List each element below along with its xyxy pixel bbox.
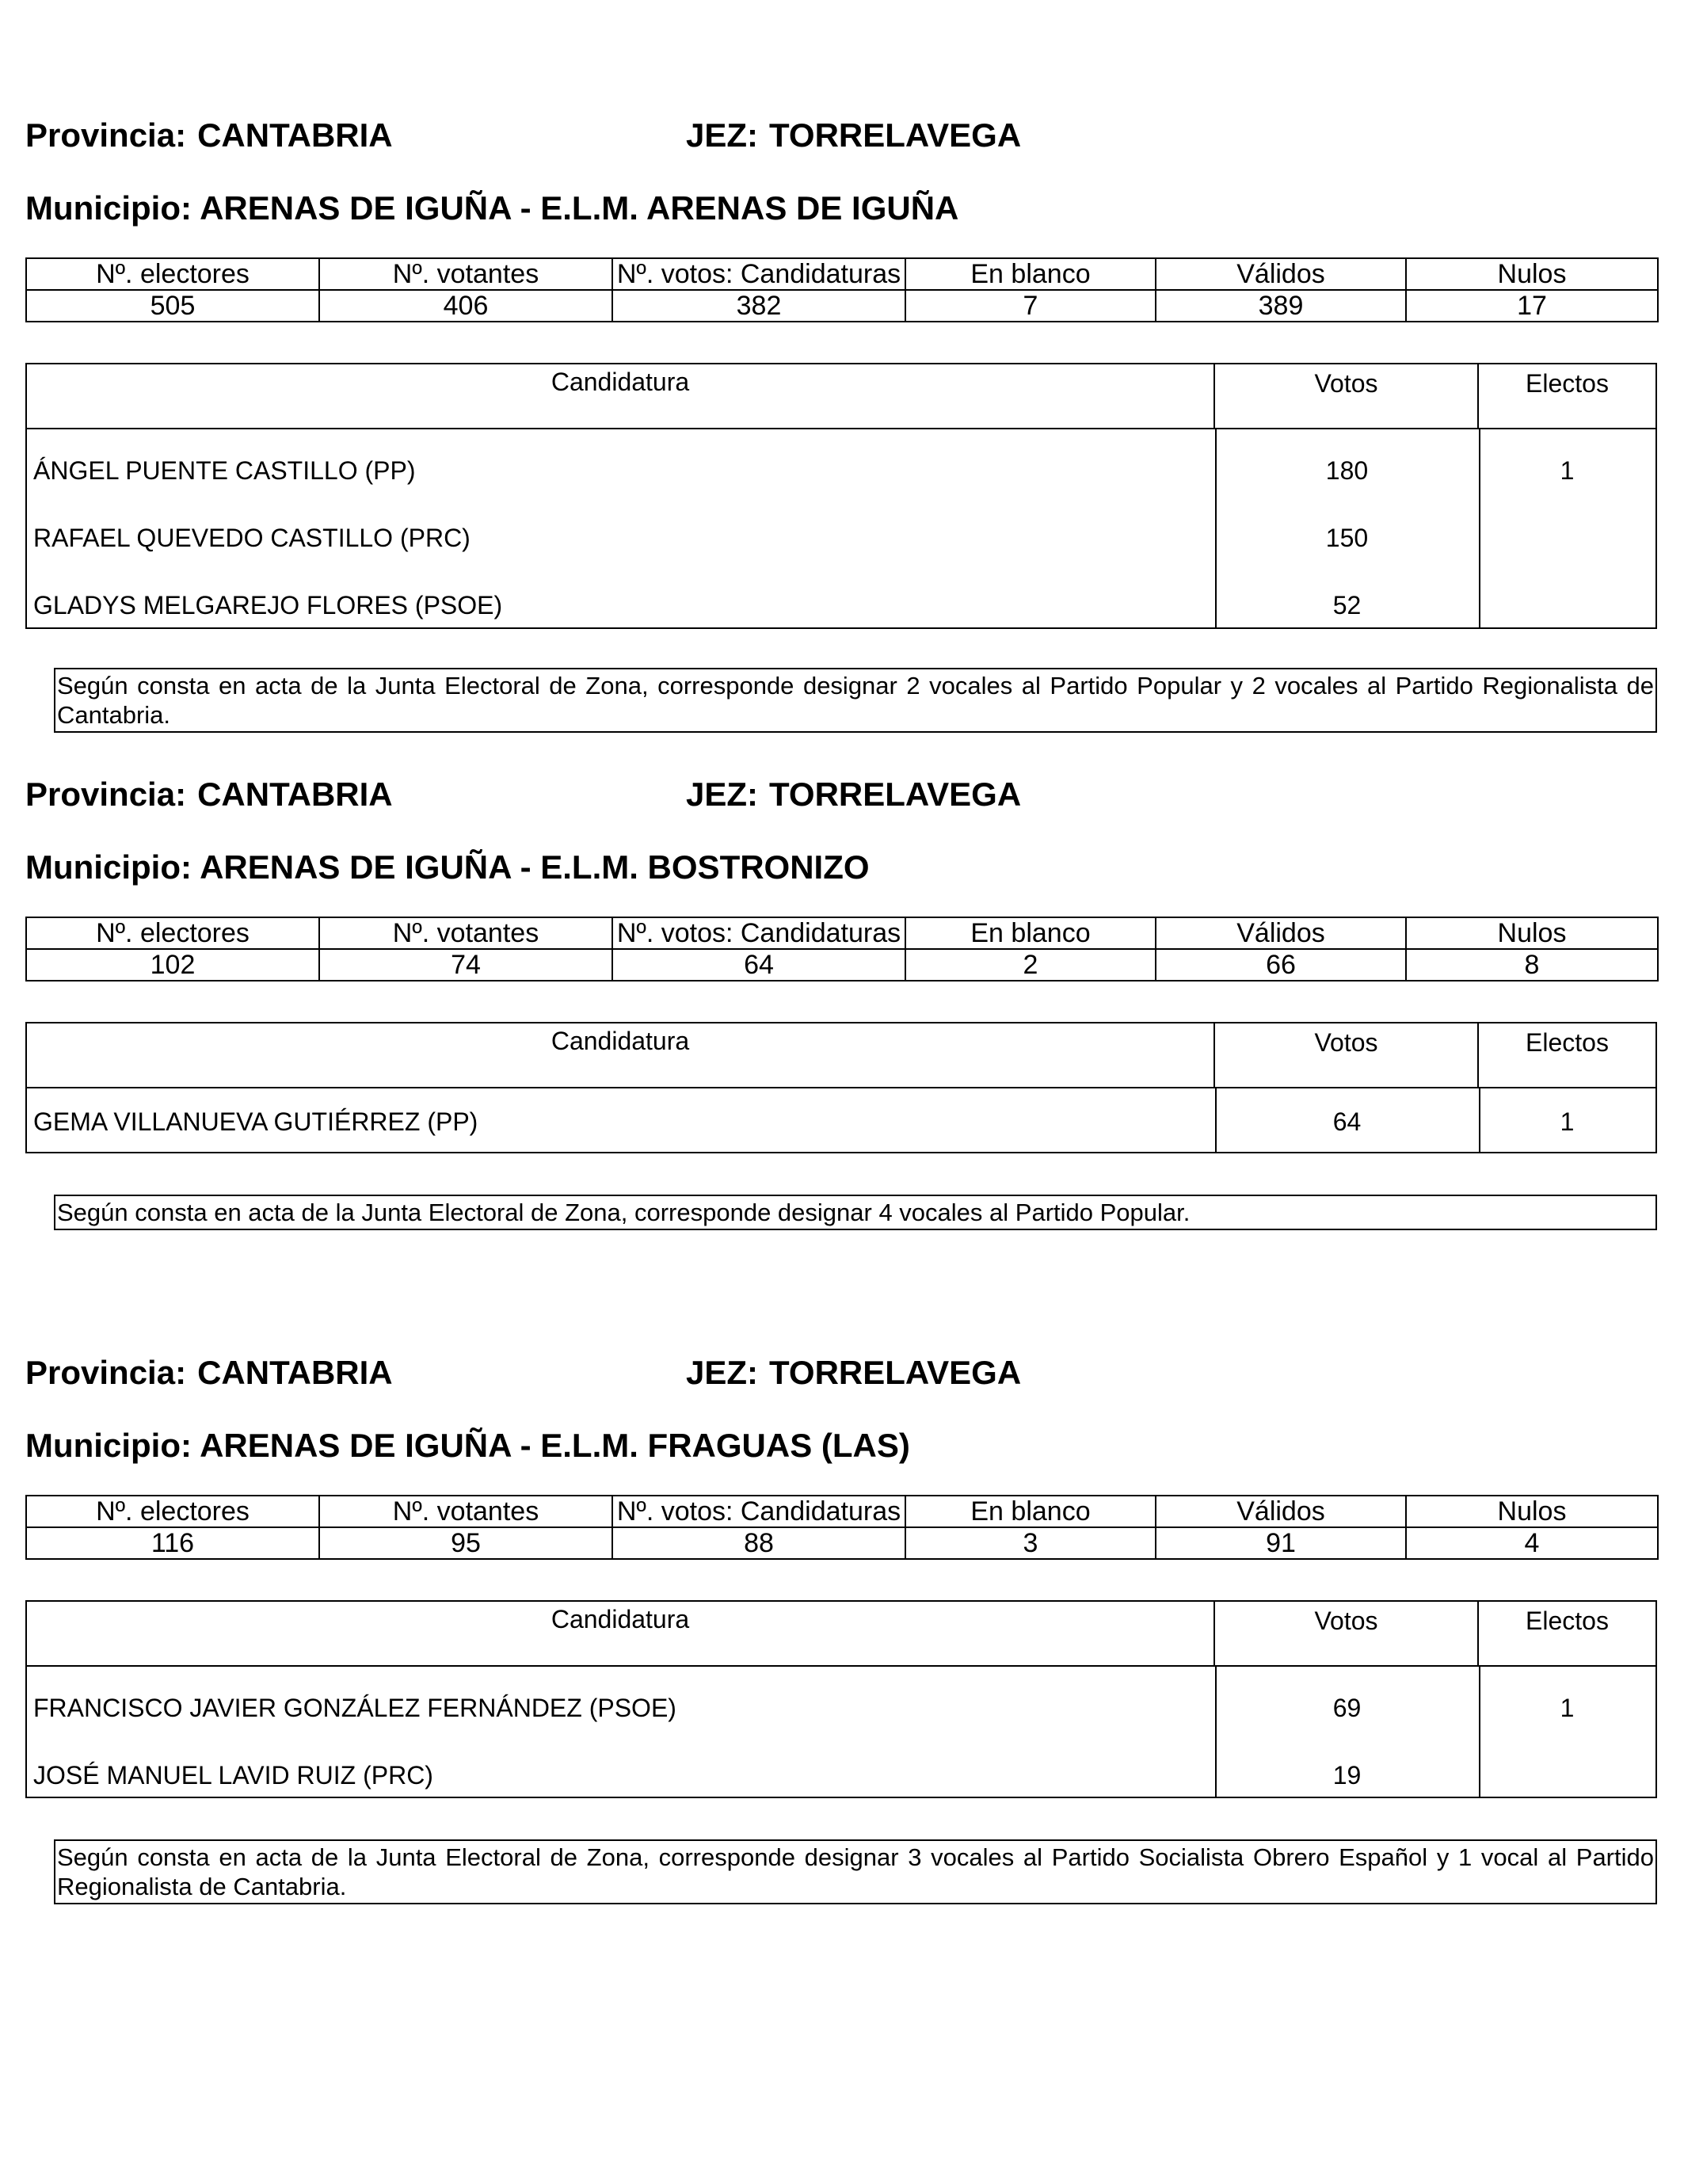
stats-validos: 66	[1156, 949, 1406, 981]
stats-header-votos-cand: Nº. votos: Candidaturas	[612, 258, 905, 290]
stats-table	[25, 257, 1659, 322]
col-electos-header: Electos	[1526, 369, 1609, 398]
provincia-label: Provincia:	[25, 1354, 187, 1391]
candidates-header	[27, 364, 1655, 429]
provincia-value: CANTABRIA	[197, 116, 393, 154]
jez-line	[686, 1356, 1021, 1389]
provincia-line	[25, 116, 393, 154]
candidate-votes: 180	[1325, 456, 1369, 485]
stats-header-blanco: En blanco	[905, 1496, 1156, 1527]
stats-table	[25, 917, 1659, 981]
stats-votantes: 406	[319, 290, 612, 322]
stats-header-electores: Nº. electores	[26, 917, 319, 949]
jez-value: TORRELAVEGA	[769, 116, 1022, 154]
vocales-note: Según consta en acta de la Junta Electoral de Zona, corresponde designar 4 vocales al Partido Popular.	[54, 1195, 1657, 1230]
col-votos-header: Votos	[1215, 1602, 1479, 1665]
provincia-line	[25, 1356, 393, 1389]
col-votos-header: Votos	[1215, 1023, 1479, 1087]
candidate-electos: 1	[1560, 1694, 1575, 1722]
stats-electores: 116	[26, 1527, 319, 1559]
stats-header-votantes: Nº. votantes	[319, 258, 612, 290]
stats-header-votantes: Nº. votantes	[319, 1496, 612, 1527]
jez-line	[686, 116, 1022, 154]
candidates-header	[27, 1602, 1655, 1667]
vocales-note: Según consta en acta de la Junta Electoral de Zona, corresponde designar 2 vocales al Partido Popular y 2 vocales al Partido Regionalista de Cantabria.	[54, 668, 1657, 733]
stats-table	[25, 1495, 1659, 1560]
stats-header-votos-cand: Nº. votos: Candidaturas	[612, 917, 905, 949]
stats-header-nulos: Nulos	[1406, 917, 1658, 949]
stats-votos-cand: 88	[612, 1527, 905, 1559]
stats-value-row	[26, 290, 1658, 322]
stats-electores: 505	[26, 290, 319, 322]
stats-votos-cand: 382	[612, 290, 905, 322]
candidate-name: JOSÉ MANUEL LAVID RUIZ (PRC)	[33, 1761, 433, 1790]
stats-blanco: 3	[905, 1527, 1156, 1559]
municipio-label: Municipio:	[25, 848, 192, 886]
stats-validos: 91	[1156, 1527, 1406, 1559]
candidates-table	[25, 1022, 1657, 1153]
stats-header-nulos: Nulos	[1406, 1496, 1658, 1527]
candidates-table	[25, 363, 1657, 629]
stats-value-row	[26, 1527, 1658, 1559]
jez-line	[686, 778, 1021, 811]
candidate-votes: 150	[1325, 524, 1369, 552]
candidate-votes: 19	[1332, 1761, 1362, 1790]
municipio-value: ARENAS DE IGUÑA - E.L.M. FRAGUAS (LAS)	[200, 1427, 910, 1464]
candidate-votes: 52	[1332, 591, 1362, 619]
stats-value-row	[26, 949, 1658, 981]
provincia-value: CANTABRIA	[197, 1354, 393, 1391]
stats-votos-cand: 64	[612, 949, 905, 981]
col-electos-header: Electos	[1526, 1607, 1609, 1635]
jez-label: JEZ:	[686, 116, 759, 154]
stats-electores: 102	[26, 949, 319, 981]
candidate-row	[27, 580, 1655, 627]
candidate-row	[27, 513, 1655, 560]
stats-blanco: 7	[905, 290, 1156, 322]
provincia-value: CANTABRIA	[197, 776, 393, 813]
candidate-name: RAFAEL QUEVEDO CASTILLO (PRC)	[33, 524, 471, 552]
stats-header-electores: Nº. electores	[26, 1496, 319, 1527]
municipio-value: ARENAS DE IGUÑA - E.L.M. ARENAS DE IGUÑA	[200, 189, 959, 227]
municipio-label: Municipio:	[25, 189, 192, 227]
municipio-line	[25, 848, 870, 886]
stats-header-votantes: Nº. votantes	[319, 917, 612, 949]
stats-header-validos: Válidos	[1156, 917, 1406, 949]
candidate-electos: 1	[1560, 1107, 1575, 1136]
candidate-votes: 69	[1332, 1694, 1362, 1722]
col-electos-header: Electos	[1526, 1028, 1609, 1057]
col-candidatura-header: Candidatura	[27, 1602, 1215, 1665]
provincia-label: Provincia:	[25, 116, 187, 154]
jez-value: TORRELAVEGA	[769, 1354, 1022, 1391]
stats-nulos: 4	[1406, 1527, 1658, 1559]
candidate-name: FRANCISCO JAVIER GONZÁLEZ FERNÁNDEZ (PSOE)	[33, 1694, 676, 1722]
stats-nulos: 8	[1406, 949, 1658, 981]
candidate-row	[27, 1683, 1655, 1730]
jez-label: JEZ:	[686, 776, 759, 813]
jez-label: JEZ:	[686, 1354, 759, 1391]
col-candidatura-header: Candidatura	[27, 1023, 1215, 1087]
candidate-name: ÁNGEL PUENTE CASTILLO (PP)	[33, 456, 416, 485]
municipio-line	[25, 189, 959, 227]
municipio-value: ARENAS DE IGUÑA - E.L.M. BOSTRONIZO	[200, 848, 870, 886]
vocales-note: Según consta en acta de la Junta Electoral de Zona, corresponde designar 3 vocales al Partido Socialista Obrero Español y 1 vocal al Partido Regionalista de Cantabria.	[54, 1839, 1657, 1904]
candidate-name: GEMA VILLANUEVA GUTIÉRREZ (PP)	[33, 1107, 478, 1136]
stats-header-row	[26, 258, 1658, 290]
stats-header-blanco: En blanco	[905, 258, 1156, 290]
col-votos-header: Votos	[1215, 364, 1479, 428]
stats-nulos: 17	[1406, 290, 1658, 322]
municipio-line	[25, 1429, 910, 1462]
municipio-label: Municipio:	[25, 1427, 192, 1464]
jez-value: TORRELAVEGA	[769, 776, 1022, 813]
stats-header-electores: Nº. electores	[26, 258, 319, 290]
stats-header-blanco: En blanco	[905, 917, 1156, 949]
stats-header-nulos: Nulos	[1406, 258, 1658, 290]
provincia-line	[25, 778, 393, 811]
candidate-votes: 64	[1332, 1107, 1362, 1136]
stats-header-votos-cand: Nº. votos: Candidaturas	[612, 1496, 905, 1527]
candidate-row	[27, 1750, 1655, 1797]
stats-header-row	[26, 1496, 1658, 1527]
stats-validos: 389	[1156, 290, 1406, 322]
stats-votantes: 74	[319, 949, 612, 981]
candidate-name: GLADYS MELGAREJO FLORES (PSOE)	[33, 591, 503, 619]
stats-header-row	[26, 917, 1658, 949]
provincia-label: Provincia:	[25, 776, 187, 813]
candidates-header	[27, 1023, 1655, 1088]
stats-header-validos: Válidos	[1156, 258, 1406, 290]
stats-votantes: 95	[319, 1527, 612, 1559]
stats-blanco: 2	[905, 949, 1156, 981]
col-candidatura-header: Candidatura	[27, 364, 1215, 428]
stats-header-validos: Válidos	[1156, 1496, 1406, 1527]
candidate-electos: 1	[1560, 456, 1575, 485]
candidates-table	[25, 1600, 1657, 1798]
candidate-row	[27, 445, 1655, 493]
candidate-row	[27, 1096, 1655, 1144]
